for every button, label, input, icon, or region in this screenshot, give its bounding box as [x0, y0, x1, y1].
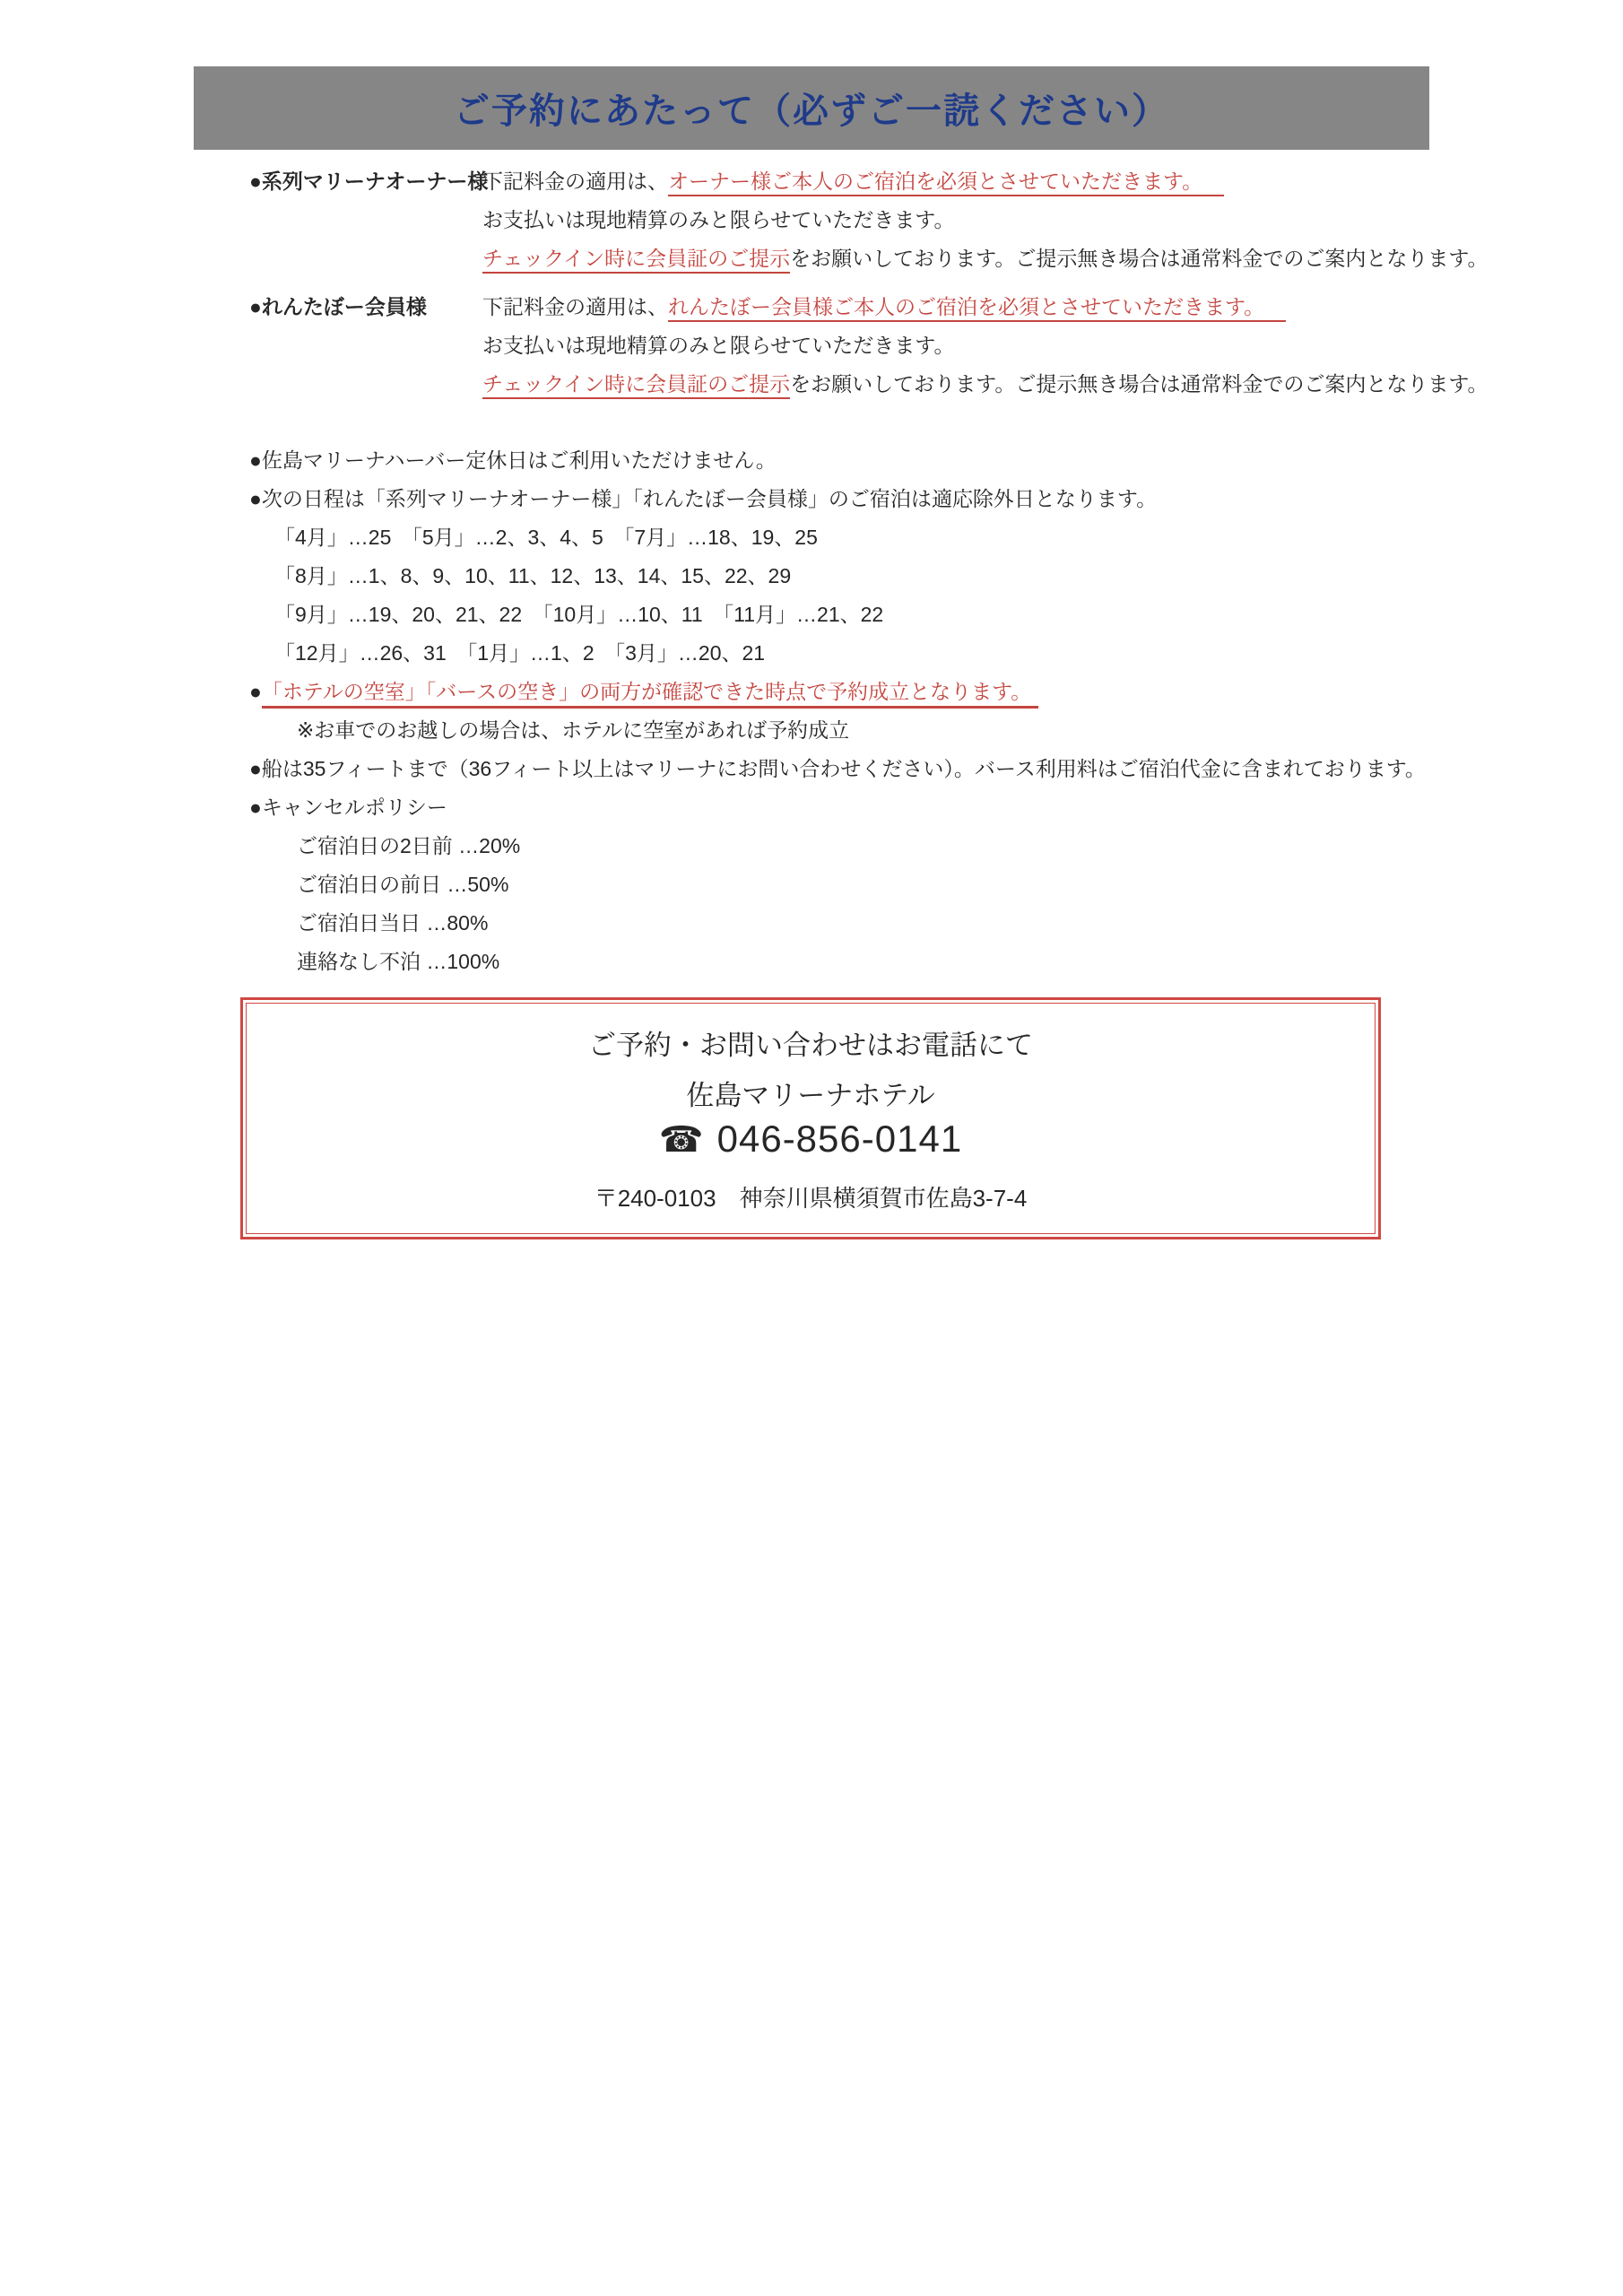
notes-list: [249, 441, 1426, 981]
cancel-policy-item: ご宿泊日当日 …80%: [297, 911, 489, 935]
note-booking-sub: ※お車でのお越しの場合は、ホテルに空室があれば予約成立: [297, 718, 850, 742]
excluded-date-row: 「8月」…1、8、9、10、11、12、13、14、15、22、29: [274, 564, 792, 587]
cancel-policy-item: 連絡なし不泊 …100%: [297, 950, 500, 973]
cancel-policy-item: ご宿泊日の2日前 …20%: [297, 834, 521, 857]
note-closed-day: ●佐島マリーナハーバー定休日はご利用いただけません。: [249, 448, 777, 472]
cancel-policy-item: ご宿泊日の前日 …50%: [297, 873, 509, 896]
phone-number: 046-856-0141: [716, 1118, 963, 1160]
owner-section: [249, 162, 1488, 278]
member-line-3: [482, 365, 1488, 404]
member-section-lines: [482, 288, 1488, 404]
owner-line1-prefix: 下記料金の適用は、: [482, 170, 668, 193]
telephone-icon: ☎: [658, 1120, 705, 1160]
excluded-date-row: 「12月」…26、31 「1月」…1、2 「3月」…20、21: [274, 641, 766, 665]
member-line3-suffix: をお願いしております。ご提示無き場合は通常料金でのご案内となります。: [790, 372, 1488, 396]
member-line-1: [482, 288, 1488, 326]
header-banner: [194, 66, 1429, 150]
hotel-name: 佐島マリーナホテル: [686, 1080, 935, 1111]
booking-rule-highlight: 「ホテルの空室」「バースの空き」の両方が確認できた時点で予約成立となります。: [262, 680, 1038, 709]
member-line1-prefix: 下記料金の適用は、: [482, 295, 668, 318]
note-booking-rule: [249, 673, 1426, 711]
contact-box: [240, 997, 1381, 1239]
bullet-glyph: ●: [249, 680, 262, 703]
excluded-date-row: 「4月」…25 「5月」…2、3、4、5 「7月」…18、19、25: [274, 526, 818, 549]
contact-heading: ご予約・お問い合わせはお電話にて: [588, 1030, 1033, 1061]
note-boat: ●船は35フィートまで（36フィート以上はマリーナにお問い合わせください）。バース利用料はご宿泊代金に含まれております。: [249, 757, 1426, 780]
excluded-date-row: 「9月」…19、20、21、22 「10月」…10、11 「11月」…21、22: [274, 603, 884, 626]
owner-line1-highlight: オーナー様ご本人のご宿泊を必須とさせていただきます。: [668, 170, 1224, 196]
owner-line3-suffix: をお願いしております。ご提示無き場合は通常料金でのご案内となります。: [790, 247, 1488, 270]
owner-line3-highlight: チェックイン時に会員証のご提示: [482, 247, 790, 274]
phone-line: [243, 1118, 1378, 1161]
cancel-policy-title: ●キャンセルポリシー: [249, 796, 447, 819]
member-line-2: お支払いは現地精算のみと限らせていただきます。: [482, 334, 955, 357]
note-excluded-intro: ●次の日程は「系列マリーナオーナー様」「れんたぼー会員様」のご宿泊は適応除外日となります。: [249, 487, 1158, 510]
owner-line-2: お支払いは現地精算のみと限らせていただきます。: [482, 208, 955, 231]
owner-line-3: [482, 239, 1488, 278]
member-line1-highlight: れんたぼー会員様ご本人のご宿泊を必須とさせていただきます。: [668, 295, 1286, 322]
member-line3-highlight: チェックイン時に会員証のご提示: [482, 372, 790, 399]
page-title: ご予約にあたって（必ずご一読ください）: [454, 91, 1169, 131]
member-section-label: ●れんたぼー会員様: [249, 295, 427, 318]
hotel-address: 〒240-0103 神奈川県横須賀市佐島3-7-4: [594, 1185, 1028, 1212]
member-section: [249, 288, 1488, 404]
owner-section-lines: [482, 162, 1488, 278]
owner-section-label: ●系列マリーナオーナー様: [249, 170, 489, 193]
owner-line-1: [482, 162, 1488, 201]
